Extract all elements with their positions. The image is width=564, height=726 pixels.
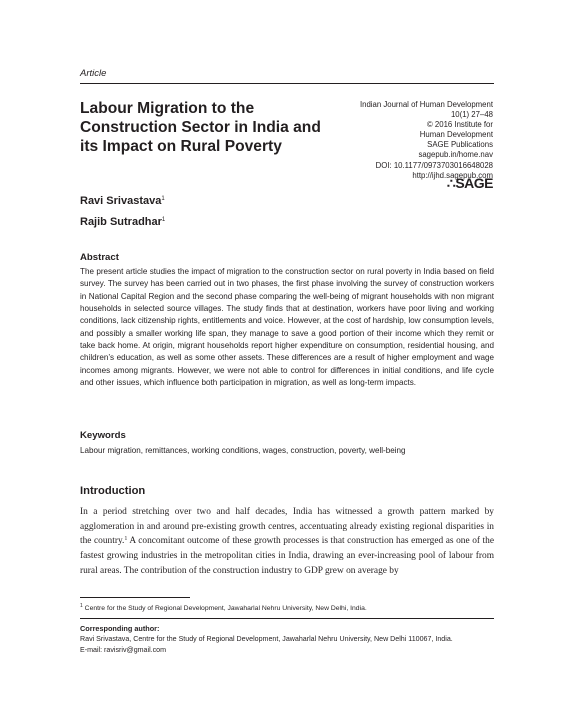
sage-logo-mark: ∴ [446,175,456,191]
author-name: Rajib Sutradhar [80,216,162,228]
journal-url[interactable]: http://ijhd.sagepub.com [412,170,493,180]
title-line: its Impact on Rural Poverty [80,138,282,155]
introduction-heading: Introduction [80,485,146,497]
introduction-text [80,505,494,579]
corresponding-rule [80,618,494,619]
keywords-text: Labour migration, remittances, working conditions, wages, construction, poverty, well-being [80,446,406,455]
corresponding-email[interactable]: E-mail: ravisriv@gmail.com [80,646,167,654]
journal-publisher: SAGE Publications [427,140,493,150]
abstract-heading: Abstract [80,252,119,263]
sage-logo-text: SAGE [455,175,493,191]
footnote-mark: 1 [80,603,83,609]
corresponding-address: Ravi Srivastava, Centre for the Study of Regional Development, Jawaharlal Nehru University, New Delhi 110067, India. [80,635,453,643]
corresponding-heading: Corresponding author: [80,624,160,633]
title-line: Labour Migration to the [80,100,255,117]
abstract-text: The present article studies the impact of migration to the construction sector on rural poverty in India based on field survey. The survey has been carried out in two phases, the first phase involving the survey of construction workers in National Capital Region and the second phase comparing the well-being of migrant households with non migrant households in selected source villages. The study finds that at destination, workers have poor living and working conditions, lack citizenship rights, entitlements and voice. However, at the cost of hardship, low consumption levels, and possibly a smaller working life span, they manage to save a good portion of their income which they remit or take back home. At origin, migrant households report higher expenditure on consumption, residential housing, and children’s education, as well as some other assets. These differences are a result of higher employment and wage incomes among migrants. However, we were not able to control for differences in initial conditions, and life cycle and other issues, which influence both participation in migration, as well as long-term impacts. [80,267,494,388]
article-type-label: Article [80,68,107,79]
author [80,190,165,211]
introduction-text-part: In a period stretching over two and half decades, India has witnessed a growth pattern marked by agglomeration in and around pre-existing growth centres, accentuating already existing regional disparities in the country. [80,507,494,547]
journal-name: Indian Journal of Human Development [359,100,493,109]
footnote [80,603,367,612]
introduction-text-part: A concomitant outcome of these growth processes is that construction has emerged as one of the fastest growing industries in the metropolitan cities in India, drawing an ever-increasing pool of labour from rural areas. The contribution of the construction industry to GDP grew on average by [80,536,495,576]
affiliation-mark: 1 [161,217,166,223]
sage-logo [447,175,493,192]
footnote-text: Centre for the Study of Regional Development, Jawaharlal Nehru University, New Delhi, India. [84,605,367,612]
journal-publisher-url[interactable]: sagepub.in/home.nav [418,150,493,160]
affiliation-mark: 1 [161,196,165,202]
keywords-heading: Keywords [80,430,126,441]
journal-copyright: © 2016 Institute for [427,120,493,130]
title-line: Construction Sector in India and [80,119,321,136]
author-name: Ravi Srivastava [80,195,162,207]
author [80,211,165,232]
journal-volume: 10(1) 27–48 [450,110,493,120]
journal-copyright-holder: Human Development [419,130,493,140]
journal-info [360,100,493,181]
header-rule [80,83,494,84]
footnote-reference[interactable]: 1 [124,536,128,543]
article-title [80,99,330,156]
journal-doi[interactable]: DOI: 10.1177/0973703016648028 [375,160,493,170]
footnote-rule [80,597,190,598]
author-list [80,190,165,232]
